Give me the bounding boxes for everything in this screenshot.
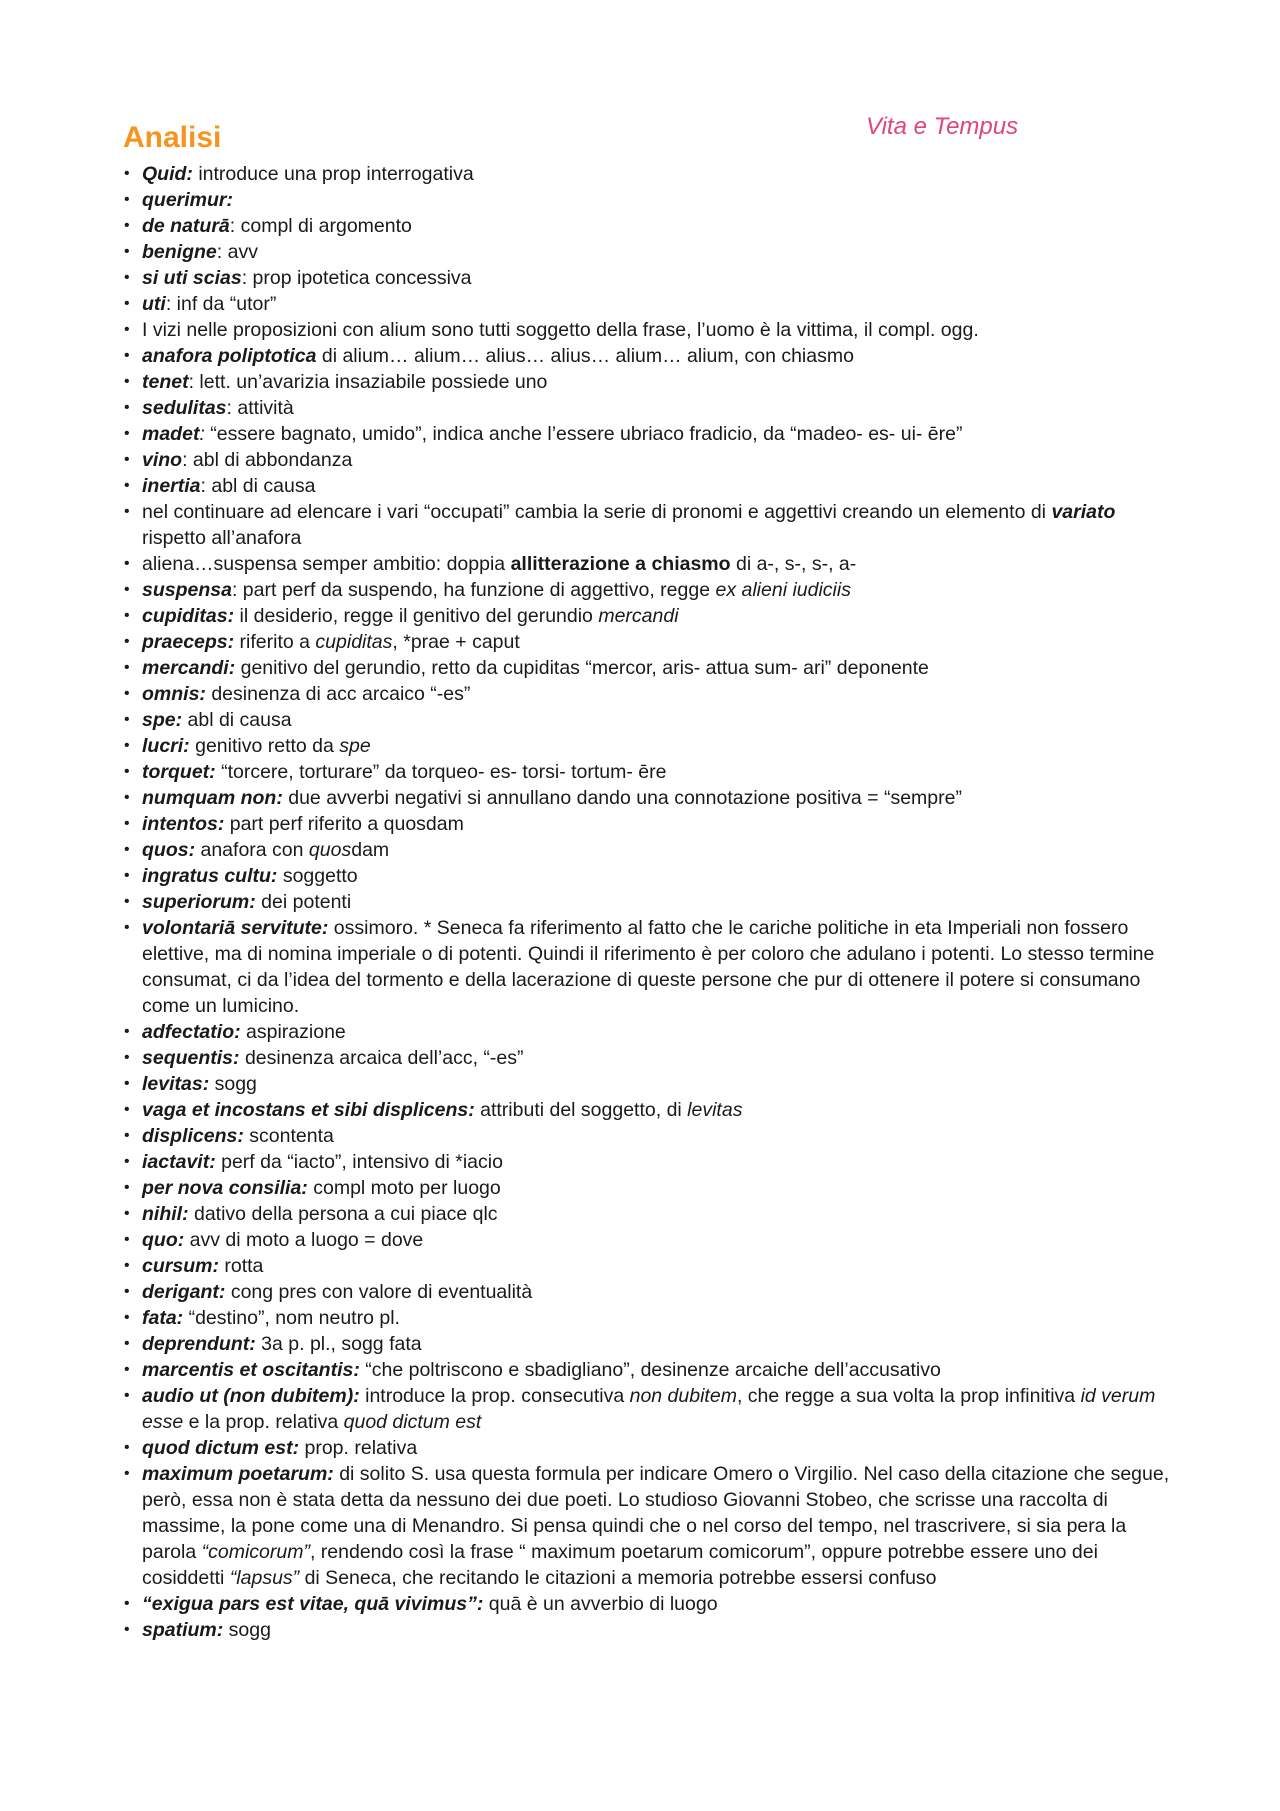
bullet-icon: • — [124, 1621, 130, 1638]
list-item — [123, 707, 1178, 733]
term: si uti scias — [142, 267, 242, 289]
bullet-icon: • — [124, 841, 130, 858]
text: sogg — [223, 1619, 271, 1641]
list-item — [123, 915, 1178, 1019]
bullet-icon: • — [124, 763, 130, 780]
bold-text: allitterazione a chiasmo — [510, 553, 731, 575]
term-wrapper — [142, 865, 277, 887]
list-item — [123, 213, 1178, 239]
term: audio ut (non dubitem): — [142, 1385, 360, 1407]
term: adfectatio: — [142, 1021, 241, 1043]
italic-text: mercandi — [598, 605, 679, 627]
list-item — [123, 1201, 1178, 1227]
list-item — [123, 499, 1178, 551]
bullet-icon: • — [124, 1309, 130, 1326]
bullet-icon: • — [124, 659, 130, 676]
text: : avv — [216, 241, 258, 263]
term: quo: — [142, 1229, 185, 1251]
term: uti — [142, 293, 166, 315]
text: dativo della persona a cui piace qlc — [188, 1203, 498, 1225]
term-wrapper — [142, 397, 227, 419]
term-wrapper — [142, 1047, 240, 1069]
term: nihil: — [142, 1203, 189, 1225]
text: genitivo retto da — [189, 735, 340, 757]
list-item — [123, 395, 1178, 421]
text: I vizi nelle proposizioni con alium sono tutti soggetto della frase, l’uomo è la vittima, il compl. ogg. — [142, 319, 979, 341]
text: dam — [351, 839, 390, 861]
term: quod dictum est: — [142, 1437, 300, 1459]
text: “essere bagnato, umido”, indica anche l’essere ubriaco fradicio, da “madeo- es- ui- ēre” — [204, 423, 963, 445]
text: : attività — [226, 397, 294, 419]
term-wrapper — [142, 1385, 360, 1407]
text: introduce una prop interrogativa — [192, 163, 474, 185]
term: vino — [142, 449, 183, 471]
text: “torcere, torturare” da torqueo- es- torsi- tortum- ēre — [215, 761, 667, 783]
bullet-icon: • — [124, 217, 130, 234]
term: madet — [142, 423, 200, 445]
term: displicens: — [142, 1125, 244, 1147]
list-item — [123, 1123, 1178, 1149]
bullet-icon: • — [124, 555, 130, 572]
bullet-icon: • — [124, 1127, 130, 1144]
italic-text: quos — [308, 839, 352, 861]
list-item — [123, 291, 1178, 317]
text: riferito a — [234, 631, 316, 653]
italic-text: non dubitem — [629, 1385, 737, 1407]
text: : abl di causa — [200, 475, 316, 497]
text: avv di moto a luogo = dove — [184, 1229, 424, 1251]
list-item — [123, 265, 1178, 291]
bullet-icon: • — [124, 581, 130, 598]
text: , che regge a sua volta la prop infinitiva — [736, 1385, 1081, 1407]
bullet-icon: • — [124, 1153, 130, 1170]
list-item — [123, 551, 1178, 577]
italic-text: “comicorum” — [201, 1541, 310, 1563]
term: querimur: — [142, 189, 234, 211]
term-wrapper — [142, 345, 316, 367]
list-item — [123, 785, 1178, 811]
bullet-icon: • — [124, 295, 130, 312]
text: : part perf da suspendo, ha funzione di aggettivo, regge — [231, 579, 716, 601]
term: sedulitas — [142, 397, 227, 419]
italic-text: “lapsus” — [229, 1567, 300, 1589]
term-wrapper — [142, 215, 230, 237]
term: fata: — [142, 1307, 184, 1329]
section-title: Analisi — [123, 121, 222, 154]
list-item — [123, 187, 1178, 213]
text: : inf da “utor” — [165, 293, 277, 315]
term-wrapper — [142, 1463, 334, 1485]
bullet-icon: • — [124, 347, 130, 364]
list-item — [123, 1357, 1178, 1383]
list-item — [123, 811, 1178, 837]
bullet-icon: • — [124, 685, 130, 702]
text: dei potenti — [255, 891, 352, 913]
list-item — [123, 837, 1178, 863]
term-wrapper — [142, 1307, 183, 1329]
bullet-icon: • — [124, 503, 130, 520]
bullet-icon: • — [124, 191, 130, 208]
text: quā è un avverbio di luogo — [483, 1593, 718, 1615]
list-item — [123, 1175, 1178, 1201]
list-item — [123, 1045, 1178, 1071]
term-wrapper — [142, 891, 256, 913]
term: superiorum: — [142, 891, 256, 913]
term-wrapper — [142, 1437, 299, 1459]
text: : prop ipotetica concessiva — [241, 267, 472, 289]
term: benigne — [142, 241, 217, 263]
text: part perf riferito a quosdam — [224, 813, 464, 835]
term-wrapper — [1051, 501, 1115, 523]
text: : abl di abbondanza — [182, 449, 353, 471]
term-wrapper — [142, 1099, 475, 1121]
term: sequentis: — [142, 1047, 240, 1069]
text: “destino”, nom neutro pl. — [183, 1307, 400, 1329]
term: anafora poliptotica — [142, 345, 317, 367]
term-wrapper — [142, 1203, 189, 1225]
list-item — [123, 655, 1178, 681]
term: suspensa — [142, 579, 232, 601]
text: cong pres con valore di eventualità — [225, 1281, 533, 1303]
term: lucri: — [142, 735, 190, 757]
list-item — [123, 161, 1178, 187]
term: cupiditas: — [142, 605, 235, 627]
list-item — [123, 577, 1178, 603]
bullet-icon: • — [124, 633, 130, 650]
text: aliena…suspensa semper ambitio: doppia — [142, 553, 511, 575]
bullet-icon: • — [124, 477, 130, 494]
text: rotta — [218, 1255, 264, 1277]
term: volontariā servitute: — [142, 917, 329, 939]
list-item — [123, 239, 1178, 265]
bullet-icon: • — [124, 1335, 130, 1352]
term-wrapper — [142, 1229, 184, 1251]
term: quos: — [142, 839, 196, 861]
text: nel continuare ad elencare i vari “occupati” cambia la serie di pronomi e aggettivi creando un elemento di — [142, 501, 1052, 523]
bullet-icon: • — [124, 1205, 130, 1222]
list-item — [123, 1019, 1178, 1045]
bullet-icon: • — [124, 711, 130, 728]
term-wrapper — [142, 189, 233, 211]
term: “exigua pars est vitae, quā vivimus”: — [142, 1593, 484, 1615]
italic-text: cupiditas — [315, 631, 393, 653]
bullet-icon: • — [124, 399, 130, 416]
italic-text: id verum esse — [142, 1385, 1156, 1433]
list-item — [123, 603, 1178, 629]
text: attributi del soggetto, di — [474, 1099, 688, 1121]
list-item — [123, 759, 1178, 785]
list-item — [123, 473, 1178, 499]
text: aspirazione — [240, 1021, 346, 1043]
bullet-icon: • — [124, 165, 130, 182]
text: sogg — [209, 1073, 257, 1095]
term-wrapper — [142, 1021, 241, 1043]
running-header: Vita e Tempus — [866, 113, 1019, 140]
list-item — [123, 317, 1178, 343]
bullet-icon: • — [124, 607, 130, 624]
bullet-icon: • — [124, 893, 130, 910]
bullet-icon: • — [124, 1361, 130, 1378]
term: cursum: — [142, 1255, 219, 1277]
term-wrapper — [142, 423, 199, 445]
text: genitivo del gerundio, retto da cupiditas “mercor, aris- attua sum- ari” deponente — [235, 657, 929, 679]
bullet-icon: • — [124, 1023, 130, 1040]
term: torquet: — [142, 761, 216, 783]
text: il desiderio, regge il genitivo del gerundio — [234, 605, 599, 627]
text: di a-, s-, s-, a- — [730, 553, 857, 575]
list-item — [123, 421, 1178, 447]
bullet-icon: • — [124, 1465, 130, 1482]
term-wrapper — [142, 735, 190, 757]
term-wrapper — [142, 605, 234, 627]
bullet-icon: • — [124, 269, 130, 286]
term-wrapper — [142, 241, 217, 263]
bullet-icon: • — [124, 789, 130, 806]
term: derigant: — [142, 1281, 226, 1303]
term-wrapper — [142, 813, 224, 835]
bullet-icon: • — [124, 1283, 130, 1300]
text: di solito S. usa questa formula per indicare Omero o Virgilio. Nel caso della citazione che segue, però, essa non è stata detta da nessuno dei due poeti. Lo studioso Giovanni Stobeo, che scrisse una raccolta di massime, la pone come una di Menandro. Si pensa quindi che o nel corso del tempo, nel trascrivere, si sia pera la parola — [142, 1463, 1170, 1563]
term: deprendunt: — [142, 1333, 256, 1355]
text: di alium… alium… alius… alius… alium… alium, con chiasmo — [316, 345, 854, 367]
list-item — [123, 1149, 1178, 1175]
term: intentos: — [142, 813, 225, 835]
bullet-icon: • — [124, 1231, 130, 1248]
list-item — [123, 681, 1178, 707]
term: inertia — [142, 475, 201, 497]
term-wrapper — [142, 475, 201, 497]
bullet-icon: • — [124, 737, 130, 754]
term-wrapper — [142, 371, 189, 393]
term-wrapper — [142, 1125, 244, 1147]
text: e la prop. relativa — [183, 1411, 344, 1433]
term-wrapper — [142, 293, 166, 315]
bullet-icon: • — [124, 451, 130, 468]
list-item — [123, 1331, 1178, 1357]
bullet-icon: • — [124, 867, 130, 884]
term: vaga et incostans et sibi displicens: — [142, 1099, 475, 1121]
italic-text: levitas — [687, 1099, 743, 1121]
term-wrapper — [142, 917, 328, 939]
bullet-icon: • — [124, 1049, 130, 1066]
list-item — [123, 1227, 1178, 1253]
term-wrapper — [142, 1177, 308, 1199]
term: marcentis et oscitantis: — [142, 1359, 360, 1381]
term-wrapper — [142, 1359, 360, 1381]
bullet-icon: • — [124, 425, 130, 442]
analysis-list — [123, 161, 1178, 1643]
term: ingratus cultu: — [142, 865, 278, 887]
bullet-icon: • — [124, 1595, 130, 1612]
text: : lett. un’avarizia insaziabile possiede uno — [188, 371, 548, 393]
text: perf da “iacto”, intensivo di *iacio — [215, 1151, 503, 1173]
bullet-icon: • — [124, 1439, 130, 1456]
list-item — [123, 629, 1178, 655]
italic-text: spe — [339, 735, 371, 757]
term: per nova consilia: — [142, 1177, 308, 1199]
italic-text: : — [199, 423, 205, 445]
bullet-icon: • — [124, 1257, 130, 1274]
text: prop. relativa — [299, 1437, 418, 1459]
list-item — [123, 1279, 1178, 1305]
term-wrapper — [142, 1073, 209, 1095]
text: “che poltriscono e sbadigliano”, desinenze arcaiche dell’accusativo — [359, 1359, 941, 1381]
term-wrapper — [142, 787, 283, 809]
list-item — [123, 1253, 1178, 1279]
text: rispetto all’anafora — [142, 527, 302, 549]
text: compl moto per luogo — [307, 1177, 501, 1199]
term-wrapper — [142, 1281, 225, 1303]
term-wrapper — [142, 449, 182, 471]
list-item — [123, 1435, 1178, 1461]
list-item — [123, 1461, 1178, 1591]
term-wrapper — [142, 1255, 219, 1277]
term-wrapper — [142, 1593, 483, 1615]
term: variato — [1051, 501, 1116, 523]
list-item — [123, 1617, 1178, 1643]
list-item — [123, 1591, 1178, 1617]
term-wrapper — [142, 1151, 216, 1173]
text: di Seneca, che recitando le citazioni a memoria potrebbe essersi confuso — [299, 1567, 937, 1589]
text: soggetto — [277, 865, 358, 887]
list-item — [123, 733, 1178, 759]
text: anafora con — [195, 839, 309, 861]
term: spatium: — [142, 1619, 224, 1641]
list-item — [123, 369, 1178, 395]
list-item — [123, 447, 1178, 473]
term: spe: — [142, 709, 183, 731]
text: ossimoro. * Seneca fa riferimento al fatto che le cariche politiche in eta Imperiali non fossero elettive, ma di nomina imperiale o di potenti. Quindi il riferimento è per coloro che adulano i potenti. Lo stesso termine consumat, ci da l’idea del tormento e della lacerazione di queste persone che pur di ottenere il potere si consumano come un lumicino. — [142, 917, 1155, 1017]
term: praeceps: — [142, 631, 235, 653]
bullet-icon: • — [124, 919, 130, 936]
text: introduce la prop. consecutiva — [359, 1385, 630, 1407]
text: desinenza arcaica dell’acc, “-es” — [239, 1047, 524, 1069]
bullet-icon: • — [124, 243, 130, 260]
bullet-icon: • — [124, 1101, 130, 1118]
term: numquam non: — [142, 787, 283, 809]
italic-text: ex alieni iudiciis — [715, 579, 851, 601]
text: abl di causa — [182, 709, 292, 731]
list-item — [123, 1383, 1178, 1435]
term: levitas: — [142, 1073, 210, 1095]
term: de naturā — [142, 215, 230, 237]
term-wrapper — [142, 1619, 223, 1641]
text: due avverbi negativi si annullano dando una connotazione positiva = “sempre” — [282, 787, 962, 809]
italic-text: quod dictum est — [343, 1411, 482, 1433]
term-wrapper — [142, 579, 232, 601]
text: desinenza di acc arcaico “-es” — [205, 683, 471, 705]
list-item — [123, 1097, 1178, 1123]
term-wrapper — [142, 709, 182, 731]
term: tenet — [142, 371, 189, 393]
text: , rendendo così la frase “ maximum poetarum comicorum”, oppure potrebbe essere uno dei cosiddetti — [142, 1541, 1098, 1589]
bullet-icon: • — [124, 1075, 130, 1092]
text: scontenta — [243, 1125, 334, 1147]
term-wrapper — [142, 761, 216, 783]
list-item — [123, 889, 1178, 915]
bullet-icon: • — [124, 1179, 130, 1196]
term-wrapper — [142, 631, 234, 653]
text: 3a p. pl., sogg fata — [255, 1333, 422, 1355]
term-wrapper — [142, 1333, 256, 1355]
list-item — [123, 343, 1178, 369]
term: iactavit: — [142, 1151, 216, 1173]
list-item — [123, 1305, 1178, 1331]
term: omnis: — [142, 683, 206, 705]
text: , *prae + caput — [392, 631, 520, 653]
term: maximum poetarum: — [142, 1463, 334, 1485]
term-wrapper — [142, 163, 193, 185]
term: mercandi: — [142, 657, 236, 679]
bullet-icon: • — [124, 1387, 130, 1404]
term: Quid: — [142, 163, 193, 185]
term-wrapper — [142, 267, 242, 289]
bullet-icon: • — [124, 815, 130, 832]
text: : compl di argomento — [229, 215, 412, 237]
term-wrapper — [142, 839, 195, 861]
list-item — [123, 1071, 1178, 1097]
term-wrapper — [142, 683, 206, 705]
bullet-icon: • — [124, 321, 130, 338]
term-wrapper — [142, 657, 235, 679]
bullet-icon: • — [124, 373, 130, 390]
list-item — [123, 863, 1178, 889]
